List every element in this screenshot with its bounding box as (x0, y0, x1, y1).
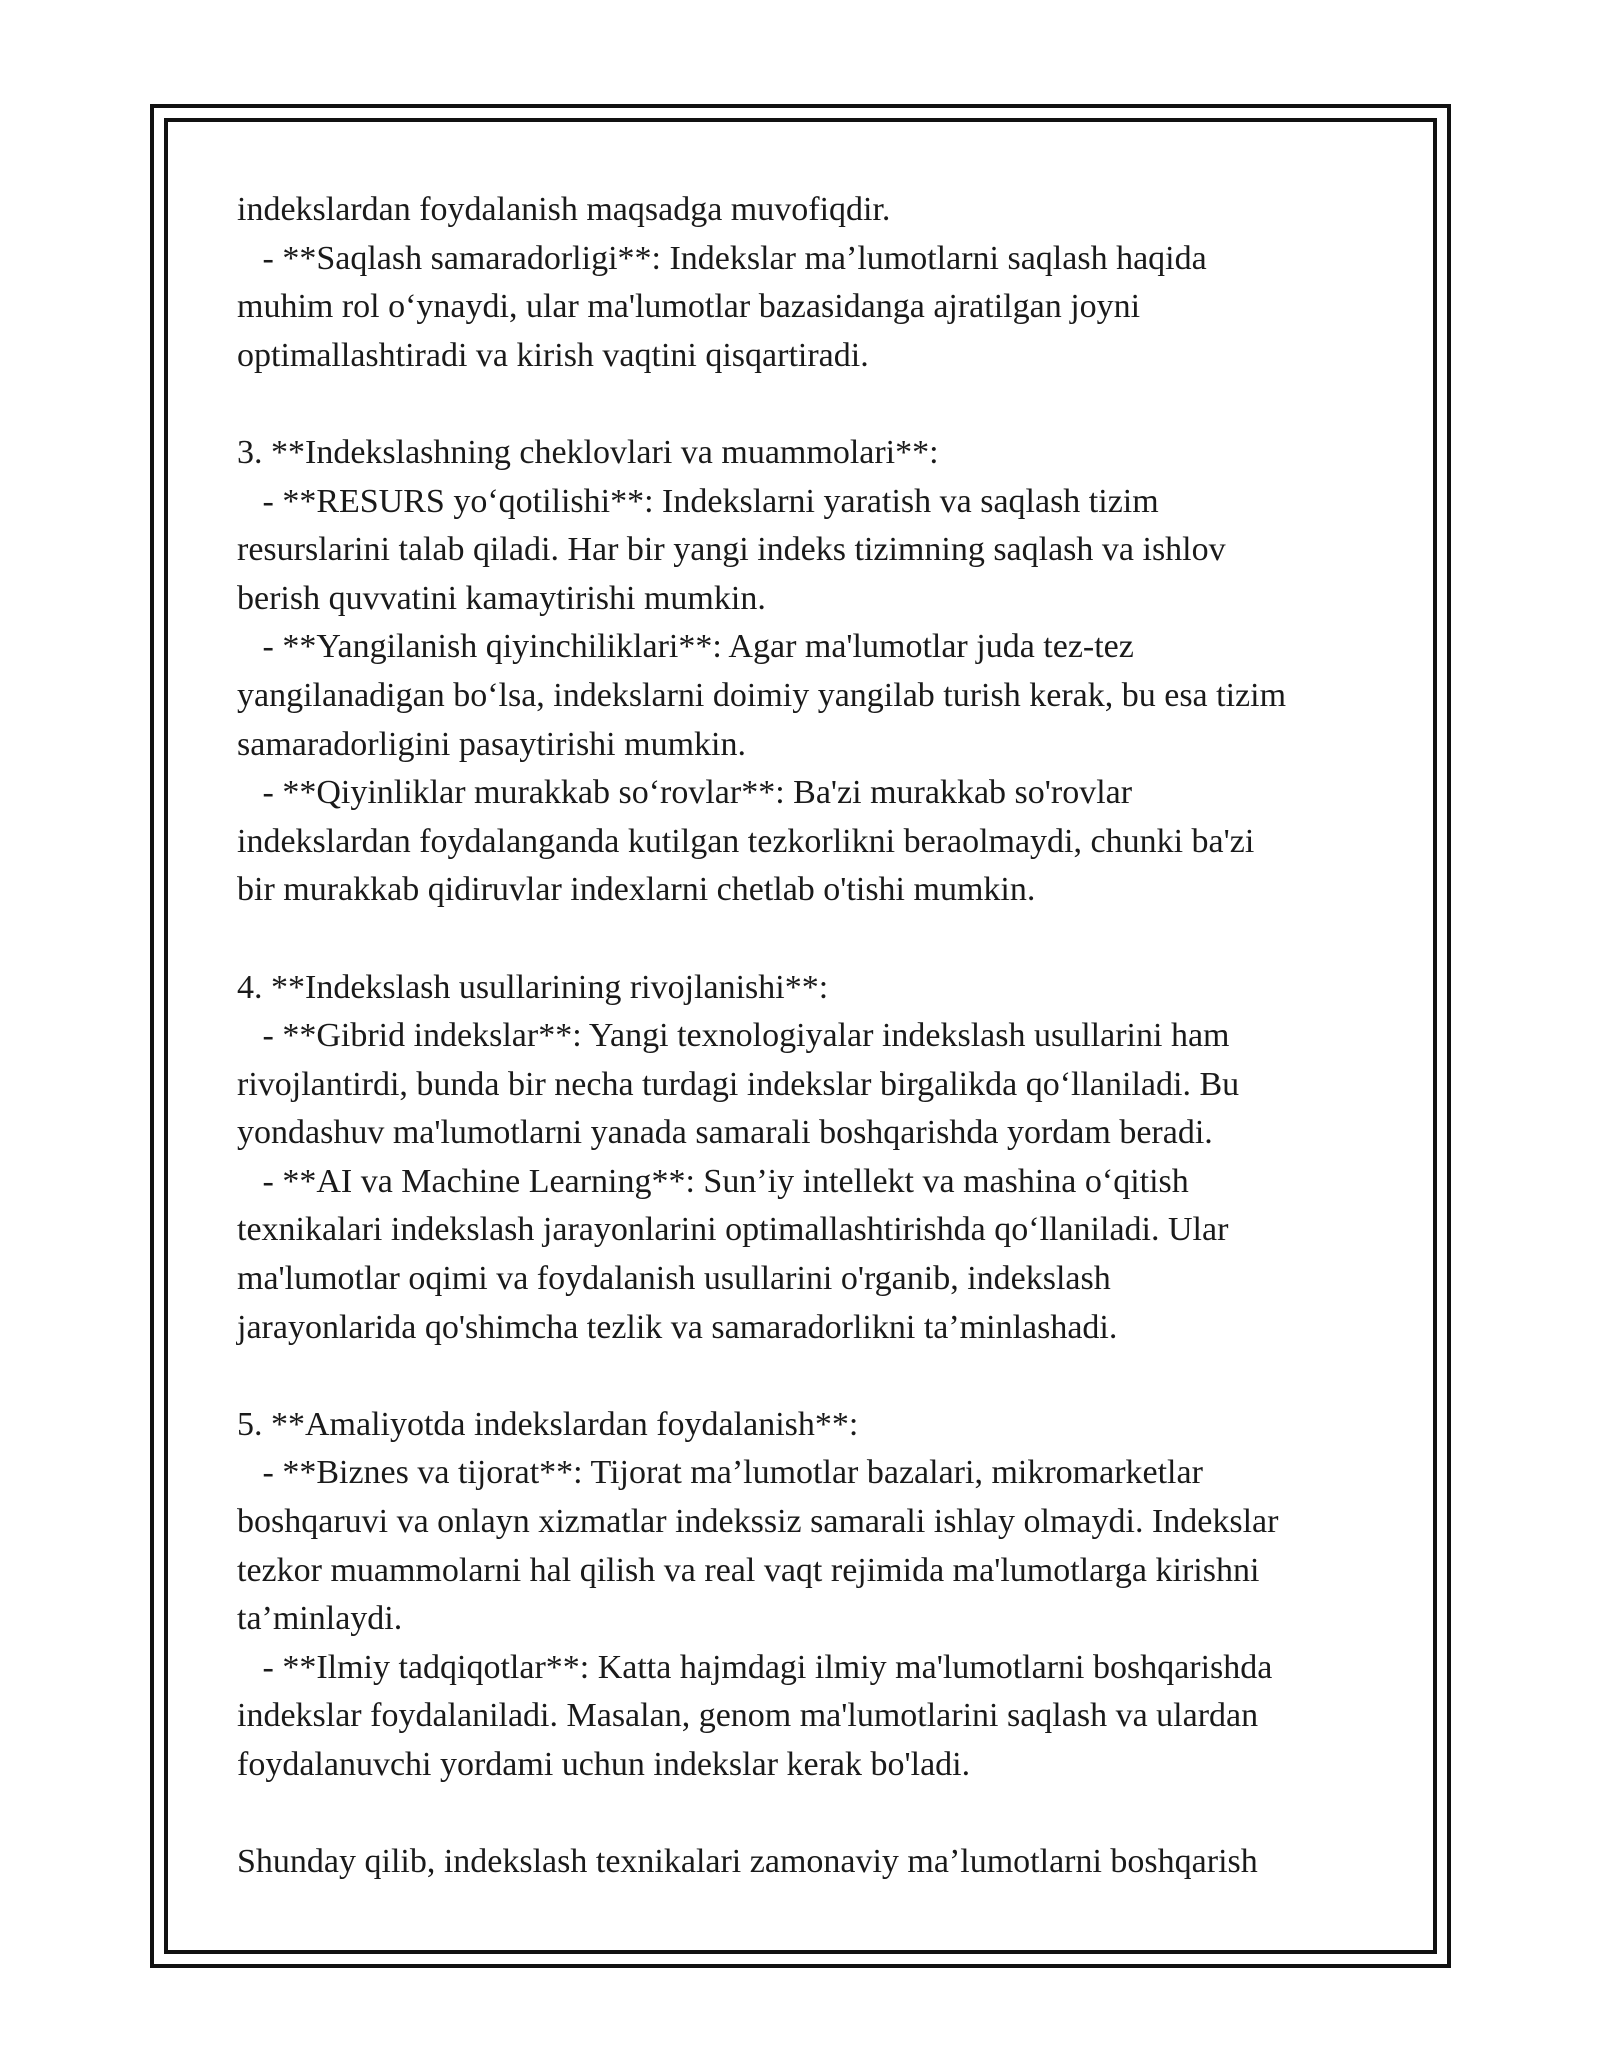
text-line: resurslarini talab qiladi. Har bir yangi indeks tizimning saqlash va ishlov (237, 531, 1226, 569)
blank-line (237, 380, 1397, 429)
text-line: - **Qiyinliklar murakkab so‘rovlar**: Ba'zi murakkab so'rovlar (237, 774, 1133, 812)
text-line: samaradorligini pasaytirishi mumkin. (237, 725, 746, 763)
blank-line (237, 1790, 1397, 1839)
text-line: indekslardan foydalanish maqsadga muvofiqdir. (237, 191, 891, 228)
text-line: - **RESURS yo‘qotilishi**: Indekslarni yaratish va saqlash tizim (237, 482, 1159, 520)
text-line: ta’minlaydi. (237, 1600, 403, 1638)
text-line: berish quvvatini kamaytirishi mumkin. (237, 579, 766, 617)
text-line: indekslardan foydalanganda kutilgan tezkorlikni beraolmaydi, chunki ba'zi (237, 822, 1255, 860)
text-line: - **Saqlash samaradorligi**: Indekslar ma’lumotlarni saqlash haqida (237, 239, 1207, 277)
text-line: - **Biznes va tijorat**: Tijorat ma’lumotlar bazalari, mikromarketlar (237, 1454, 1203, 1492)
text-line: - **Ilmiy tadqiqotlar**: Katta hajmdagi ilmiy ma'lumotlarni boshqarishda (237, 1648, 1273, 1686)
section-heading: 5. **Amaliyotda indekslardan foydalanish**: (237, 1405, 859, 1443)
blank-line (237, 915, 1397, 964)
text-line: - **AI va Machine Learning**: Sun’iy intellekt va mashina o‘qitish (237, 1162, 1189, 1200)
text-line: tezkor muammolarni hal qilish va real vaqt rejimida ma'lumotlarga kirishni (237, 1551, 1260, 1589)
blank-line (237, 1352, 1397, 1401)
text-line: - **Yangilanish qiyinchiliklari**: Agar ma'lumotlar juda tez-tez (237, 628, 1134, 666)
text-line: foydalanuvchi yordami uchun indekslar kerak bo'ladi. (237, 1746, 971, 1783)
text-line: yangilanadigan bo‘lsa, indekslarni doimiy yangilab turish kerak, bu esa tizim (237, 676, 1287, 714)
text-line: ma'lumotlar oqimi va foydalanish usullarini o'rganib, indekslash (237, 1260, 1111, 1298)
text-line: indekslar foydalaniladi. Masalan, genom ma'lumotlarini saqlash va ulardan (237, 1697, 1259, 1735)
text-line: optimallashtiradi va kirish vaqtini qisqartiradi. (237, 336, 869, 374)
text-line: jarayonlarida qo'shimcha tezlik va samaradorlikni ta’minlashadi. (237, 1308, 1118, 1346)
text-line: Shunday qilib, indekslash texnikalari zamonaviy ma’lumotlarni boshqarish (237, 1843, 1258, 1881)
text-line: muhim rol o‘ynaydi, ular ma'lumotlar bazasidanga ajratilgan joyni (237, 288, 1141, 326)
text-line: yondashuv ma'lumotlarni yanada samarali boshqarishda yordam beradi. (237, 1114, 1213, 1152)
text-line: texnikalari indekslash jarayonlarini optimallashtirishda qo‘llaniladi. Ular (237, 1211, 1229, 1249)
text-line: - **Gibrid indekslar**: Yangi texnologiyalar indekslash usullarini ham (237, 1017, 1230, 1055)
text-line: bir murakkab qidiruvlar indexlarni chetlab o'tishi mumkin. (237, 871, 1036, 909)
section-heading: 4. **Indekslash usullarining rivojlanishi**: (237, 968, 829, 1006)
text-line: boshqaruvi va onlayn xizmatlar indekssiz samarali ishlay olmaydi. Indekslar (237, 1503, 1279, 1541)
text-line: rivojlantirdi, bunda bir necha turdagi indekslar birgalikda qo‘llaniladi. Bu (237, 1065, 1240, 1103)
section-heading: 3. **Indekslashning cheklovlari va muammolari**: (237, 433, 939, 471)
document-body (237, 186, 1397, 1887)
